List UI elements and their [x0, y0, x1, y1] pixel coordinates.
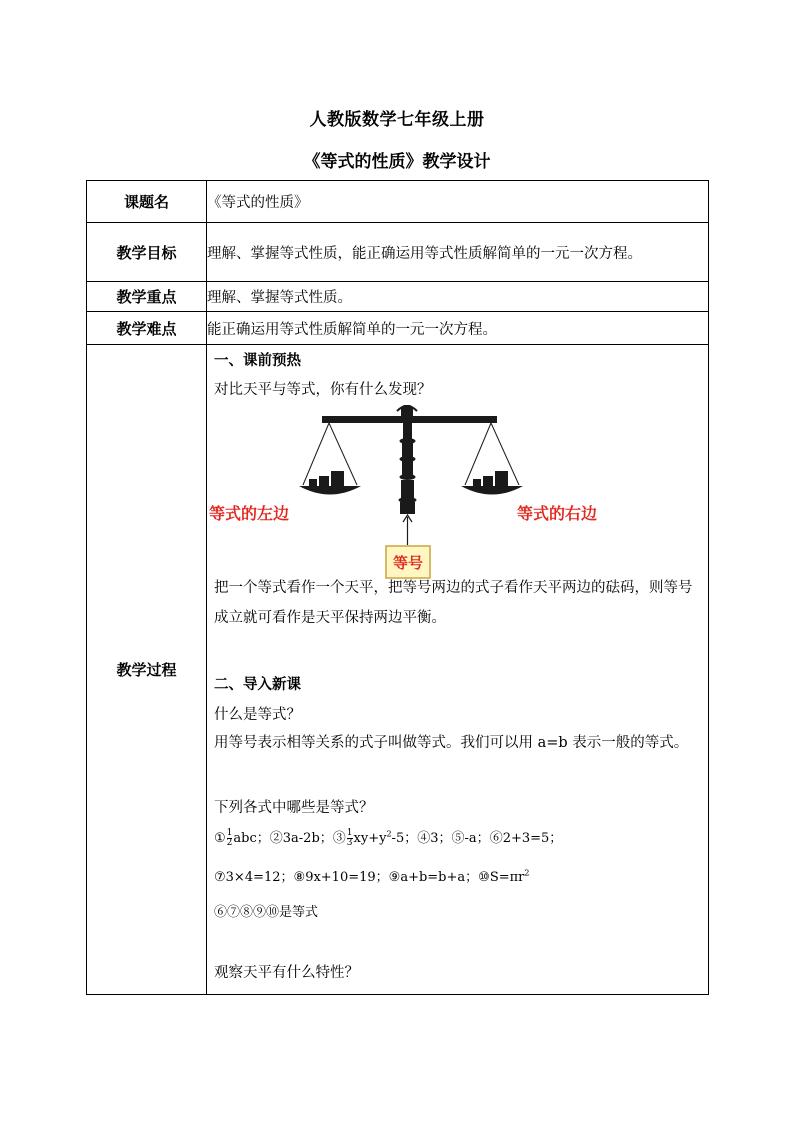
weight-large [331, 471, 344, 486]
weight-small [309, 479, 317, 486]
exercise-line1 [214, 827, 562, 848]
goal-value: 理解、掌握等式性质，能正确运用等式性质解简单的一元一次方程。 [207, 223, 709, 282]
section1-question: 对比天平与等式，你有什么发现？ [214, 382, 432, 398]
left-side-label: 等式的左边 [209, 504, 290, 523]
table-row-key [87, 282, 709, 312]
expression: 2+3=5； [502, 831, 563, 846]
table-row-difficulty [87, 312, 709, 345]
expression: -a； [464, 831, 490, 846]
item-number: ⑧ [293, 870, 306, 885]
exponent: 2 [386, 829, 392, 839]
table-row-goal [87, 223, 709, 282]
item-number: ③ [332, 831, 346, 846]
document-subtitle: 《等式的性质》教学设计 [303, 152, 491, 172]
expression: 9x+10=19； [305, 870, 389, 885]
item-number: ⑥ [489, 831, 503, 846]
exponent: 2 [524, 868, 530, 878]
exercise-answer: ⑥⑦⑧⑨⑩是等式 [214, 905, 319, 920]
difficulty-value: 能正确运用等式性质解简单的一元一次方程。 [207, 312, 709, 345]
item-number: ② [269, 831, 283, 846]
expression: 3a-2b； [282, 831, 333, 846]
expression: -5； [391, 831, 418, 846]
section2-question3: 观察天平有什么特性？ [214, 965, 359, 981]
balance-pillar [399, 423, 417, 514]
goal-label: 教学目标 [87, 223, 207, 282]
difficulty-label: 教学难点 [87, 312, 207, 345]
process-label: 教学过程 [87, 345, 207, 995]
item-number: ① [214, 831, 226, 846]
exercise-line2 [214, 866, 529, 885]
weight-medium [319, 476, 329, 486]
topic-value: 《等式的性质》 [207, 181, 709, 223]
item-number: ⑦ [214, 870, 226, 885]
item-number: ⑨ [388, 870, 401, 885]
item-number: ⑩ [478, 870, 490, 885]
expression: 3×4=12； [225, 870, 294, 885]
section2-definition: 用等号表示相等关系的式子叫做等式。我们可以用 a=b 表示一般的等式。 [214, 735, 689, 751]
expression: xy+y [353, 831, 387, 846]
expression: a+b=b+a； [400, 870, 479, 885]
balance-scale-figure [207, 405, 705, 583]
expression: abc； [233, 831, 270, 846]
left-pan [299, 423, 361, 495]
right-pan [461, 423, 523, 495]
section2-question2: 下列各式中哪些是等式？ [214, 800, 374, 816]
document-title: 人教版数学七年级上册 [309, 110, 485, 130]
section2-question1: 什么是等式？ [214, 707, 301, 723]
right-side-label: 等式的右边 [517, 504, 598, 523]
item-number: ④ [417, 831, 431, 846]
weight-medium [483, 476, 493, 486]
section1-explanation: 把一个等式看作一个天平，把等号两边的式子看作天平两边的砝码，则等号成立就可看作是天平保持两边平衡。 [214, 580, 693, 626]
weight-large [495, 471, 508, 486]
key-label: 教学重点 [87, 282, 207, 312]
fraction: $\frac{1}{2}$ [226, 828, 233, 848]
lesson-plan-table [86, 180, 709, 995]
expression: S=πr [489, 870, 525, 885]
process-content [207, 345, 708, 989]
table-row-topic [87, 181, 709, 223]
equal-sign-label: 等号 [392, 554, 424, 572]
topic-label: 课题名 [87, 181, 207, 223]
key-value: 理解、掌握等式性质。 [207, 282, 709, 312]
weight-small [473, 479, 481, 486]
section2-heading: 二、导入新课 [214, 676, 301, 693]
section1-heading: 一、课前预热 [214, 352, 301, 369]
expression: 3； [430, 831, 452, 846]
table-row-process [87, 345, 709, 995]
item-number: ⑤ [451, 831, 465, 846]
fraction: $\frac{1}{3}$ [346, 828, 353, 848]
balance-beam [322, 416, 497, 423]
